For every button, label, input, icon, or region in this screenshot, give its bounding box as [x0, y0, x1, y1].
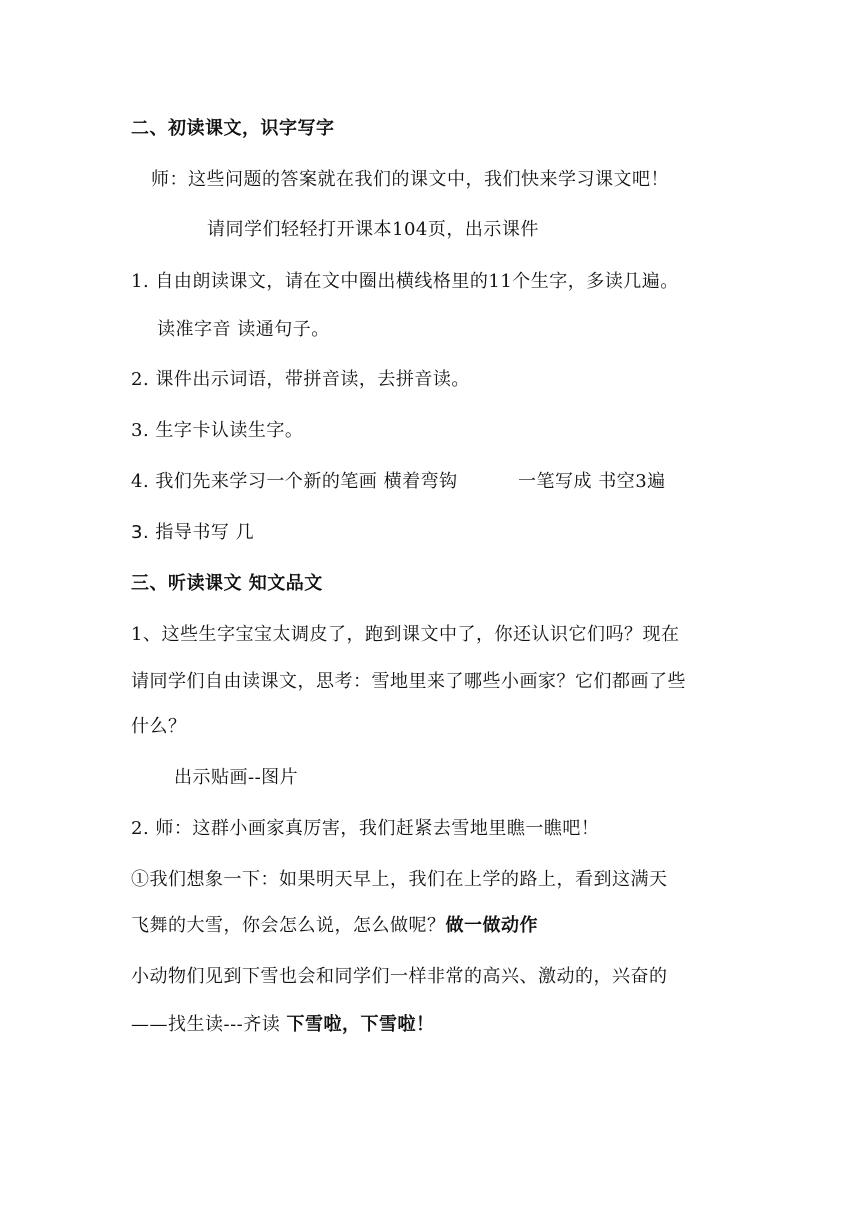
para-4-emphasis: 下雪啦，下雪啦！ — [286, 1014, 435, 1035]
item-1-line-1: 1. 自由朗读课文，请在文中圈出横线格里的11个生字，多读几遍。 — [131, 271, 679, 292]
item-1-line-2: 读准字音 读通句子。 — [157, 319, 330, 340]
para-1-line-3: 什么？ — [131, 716, 187, 737]
para-1-line-1: 1、这些生字宝宝太调皮了，跑到课文中了，你还认识它们吗？现在 — [131, 624, 680, 645]
para-4-line-2 — [131, 1013, 434, 1037]
show-picture-line: 出示贴画--图片 — [174, 767, 299, 788]
open-book-line: 请同学们轻轻打开课本104页，出示课件 — [207, 219, 539, 240]
para-3-emphasis: 做一做动作 — [445, 915, 538, 936]
para-4-line-1: 小动物们见到下雪也会和同学们一样非常的高兴、激动的，兴奋的 — [131, 966, 668, 987]
item-4-part-b: 一笔写成 书空3遍 — [518, 471, 666, 492]
teacher-line: 师：这些问题的答案就在我们的课文中，我们快来学习课文吧！ — [151, 169, 669, 190]
para-3-line-2-text: 飞舞的大雪，你会怎么说，怎么做呢？ — [131, 915, 446, 936]
guide-writing-line: 3. 指导书写 几 — [131, 522, 255, 543]
para-3-line-1: ①我们想象一下：如果明天早上，我们在上学的路上，看到这满天 — [131, 869, 668, 890]
item-3: 3. 生字卡认读生字。 — [131, 420, 304, 441]
para-1-line-2: 请同学们自由读课文，思考：雪地里来了哪些小画家？它们都画了些 — [131, 671, 686, 692]
para-2: 2. 师：这群小画家真厉害，我们赶紧去雪地里瞧一瞧吧！ — [131, 818, 600, 839]
item-2: 2. 课件出示词语，带拼音读，去拼音读。 — [131, 369, 470, 390]
item-4-part-a: 4. 我们先来学习一个新的笔画 横着弯钩 — [131, 471, 458, 492]
section-heading-3: 三、听读课文 知文品文 — [131, 573, 323, 594]
para-4-line-2-text: ——找生读---齐读 — [131, 1014, 287, 1035]
para-3-line-2 — [131, 914, 538, 938]
section-heading-2: 二、初读课文，识字写字 — [131, 118, 335, 139]
